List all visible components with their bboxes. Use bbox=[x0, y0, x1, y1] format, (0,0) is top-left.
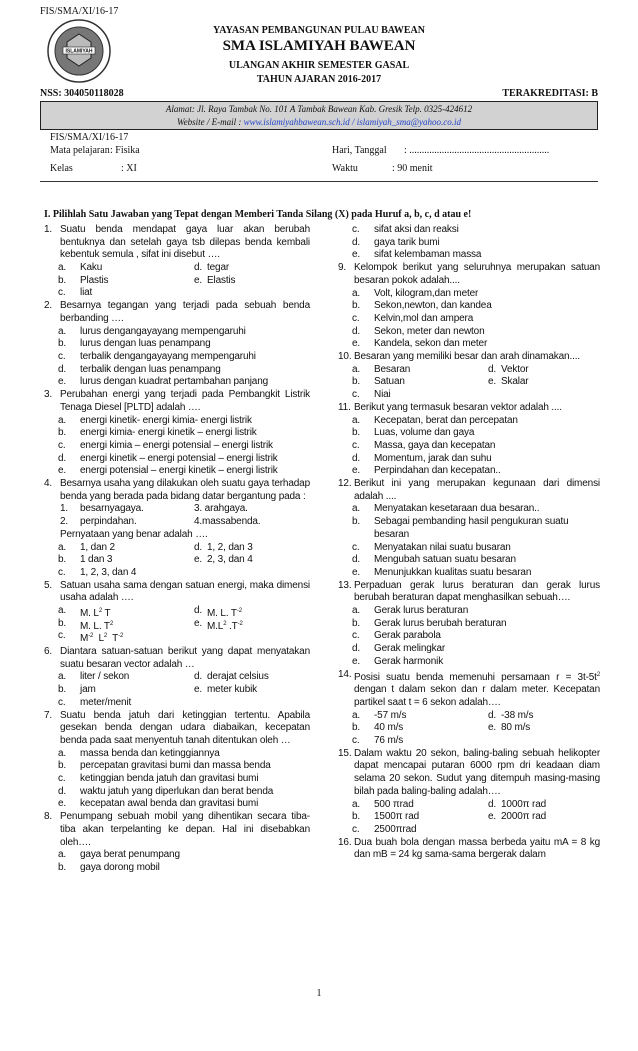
section-instruction: I. Pilihlah Satu Jawaban yang Tepat dengan Memberi Tanda Silang (X) pada Huruf a, b, c, d atau e! bbox=[44, 209, 472, 220]
question-11: 11. Berikut yang termasuk besaran vektor adalah .... bbox=[338, 401, 562, 413]
statement-prompt: Pernyataan yang benar adalah …. bbox=[60, 528, 208, 540]
duration-label: Waktu bbox=[332, 163, 358, 174]
question-8: 8. Penumpang sebuah mobil yang dihentikan secara tiba-tiba akan terpelanting ke depan. Hal ini disebabkan oleh…. bbox=[44, 811, 310, 848]
option-e[interactable]: e. sifat kelembaman massa bbox=[352, 249, 482, 261]
option-a[interactable]: a. gaya berat penumpang bbox=[58, 849, 180, 861]
options-row: a. Besaran d. Vektor bbox=[352, 363, 529, 375]
question-text: Besarnya usaha yang dilakukan oleh suatu gaya terhadap benda yang berada pada bidang datar bergantung pada : bbox=[60, 478, 310, 502]
option-c[interactable]: c. meter/menit bbox=[58, 696, 132, 708]
accreditation-status: TERAKREDITASI: B bbox=[502, 88, 598, 99]
question-text: Berikut ini yang merupakan kegunaan dari dimensi adalah .... bbox=[354, 478, 600, 502]
question-7: 7. Suatu benda jatuh dari ketinggian tertentu. Apabila gesekan benda dengan udara diabaikan, kecepatan benda pada saat menyentuh tanah ditentukan oleh … bbox=[44, 709, 310, 746]
option-b[interactable]: b. Gerak lurus berubah beraturan bbox=[352, 617, 507, 629]
option-d[interactable]: M. L. $T^{-2}$ bbox=[207, 608, 242, 619]
question-2: 2. Besarnya tegangan yang terjadi pada sebuah benda berbanding …. bbox=[44, 300, 310, 324]
options-row: b. M. L. $T^2$ e. $M.L^2$ $.T^{-2}$ bbox=[58, 617, 243, 632]
options-row: a. -57 m/s d. -38 m/s bbox=[352, 709, 534, 721]
options-row: a. 500 πrad d. 1000π rad bbox=[352, 798, 547, 810]
foundation-name: YAYASAN PEMBANGUNAN PULAU BAWEAN bbox=[213, 25, 425, 36]
question-text: Posisi suatu benda memenuhi persamaan $r = 3t-5t^2$ dengan t dalam sekon dan r dalam meter. Kecepatan partikel saat t = 6 sekon adalah…. bbox=[354, 671, 600, 708]
question-text: Satuan usaha sama dengan satuan energi, maka dimensi usaha adalah …. bbox=[60, 579, 310, 604]
option-a[interactable]: a. Volt, kilogram,dan meter bbox=[352, 287, 479, 299]
question-text: Besaran yang memiliki besar dan arah dinamakan.... bbox=[354, 351, 580, 363]
meta-divider bbox=[40, 181, 598, 182]
option-b[interactable]: b. Sebagai pembanding hasil pengukuran suatu besaran bbox=[352, 516, 569, 540]
option-a[interactable]: a. Menyatakan kesetaraan dua besaran.. bbox=[352, 503, 540, 515]
statement-2: perpindahan. bbox=[80, 516, 137, 528]
school-address: Alamat: Jl. Raya Tambak No. 101 A Tambak Bawean Kab. Gresik Telp. 0325-424612 bbox=[165, 104, 473, 114]
option-d[interactable]: Vektor bbox=[501, 363, 529, 375]
option-d[interactable]: 1, 2, dan 3 bbox=[207, 541, 253, 553]
document-code-secondary: FIS/SMA/XI/16-17 bbox=[50, 132, 129, 143]
option-b[interactable]: Satuan bbox=[374, 376, 405, 388]
option-d[interactable]: tegar bbox=[207, 262, 230, 274]
option-d[interactable]: d. Gerak melingkar bbox=[352, 643, 446, 655]
option-d[interactable]: d. terbalik dengan luas penampang bbox=[58, 363, 221, 375]
question-9: 9. Kelompok berikut yang seluruhnya merupakan satuan besaran pokok adalah.... bbox=[338, 262, 600, 286]
question-text: Suatu benda mendapat gaya luar akan berubah bentuknya dan setelah gaya tsb dilepas benda kembali kebentuk semula , sifat ini disebut …. bbox=[60, 224, 310, 261]
option-a[interactable]: 1, dan 2 bbox=[80, 541, 115, 553]
option-c[interactable]: c. Massa, gaya dan kecepatan bbox=[352, 439, 496, 451]
option-c[interactable]: c. Gerak parabola bbox=[352, 630, 441, 642]
option-e[interactable]: e. energi potensial – energi kinetik – energi listrik bbox=[58, 465, 278, 477]
options-row: b. jam e. meter kubik bbox=[58, 684, 258, 696]
question-16: 16. Dua buah bola dengan massa berbeda yaitu mA = 8 kg dan mB = 24 kg sama-sama bergerak dalam bbox=[338, 836, 600, 861]
option-c[interactable]: c. sifat aksi dan reaksi bbox=[352, 224, 459, 235]
option-b[interactable]: b. lurus dengan luas penampang bbox=[58, 338, 211, 350]
option-b[interactable]: b. percepatan gravitasi bumi dan massa benda bbox=[58, 760, 271, 772]
subject-value: : Fisika bbox=[110, 145, 140, 156]
nss-number: NSS: 304050118028 bbox=[40, 88, 124, 99]
options-row: a. Kaku d. tegar bbox=[58, 262, 230, 274]
option-a[interactable]: Kaku bbox=[80, 262, 103, 274]
option-e[interactable]: e. Menunjukkan kualitas suatu besaran bbox=[352, 566, 532, 578]
question-text: Suatu benda jatuh dari ketinggian tertentu. Apabila gesekan benda dengan udara diabaikan, kecepatan benda pada saat menyentuh tanah ditentukan oleh … bbox=[60, 709, 310, 746]
option-c[interactable]: c. energi kimia – energi potensial – energi listrik bbox=[58, 439, 273, 451]
options-row: b. 1 dan 3 e. 2, 3, dan 4 bbox=[58, 554, 253, 566]
question-column-left bbox=[44, 224, 310, 875]
question-3: 3. Perubahan energi yang terjadi pada Pembangkit Listrik Tenaga Diesel [PLTD] adalah …. bbox=[44, 389, 310, 413]
question-text: Dalam waktu 20 sekon, baling-baling sebuah helikopter dapat mencapai putaran 6000 rpm dri keadaan diam selama 20 sekon. Sudut yang ditempuh masing-masing bilah pada baling-baling adalah…. bbox=[354, 747, 600, 797]
option-c[interactable]: c. ketinggian benda jatuh dan gravitasi bumi bbox=[58, 773, 259, 785]
option-d[interactable]: d. waktu jatuh yang diperlukan dan berat benda bbox=[58, 785, 274, 797]
option-b[interactable]: b. energi kimia- energi kinetik – energi listrik bbox=[58, 427, 257, 439]
option-c[interactable]: c. terbalik dengangayayang mempengaruhi bbox=[58, 351, 256, 362]
class-value: : XI bbox=[121, 163, 137, 174]
option-e[interactable]: e. lurus dengan kuadrat pertambahan panjang bbox=[58, 376, 269, 388]
option-b[interactable]: b. gaya dorong mobil bbox=[58, 862, 160, 873]
option-d[interactable]: d. energi kinetik – energi potensial – energi listrik bbox=[58, 452, 278, 464]
duration-value: : 90 menit bbox=[392, 163, 433, 174]
options-row: b. 1500π rad e. 2000π rad bbox=[352, 811, 547, 823]
option-a[interactable]: a. Gerak lurus beraturan bbox=[352, 605, 469, 617]
option-c[interactable]: c. 2500πrad bbox=[352, 823, 417, 835]
option-e[interactable]: meter kubik bbox=[207, 684, 258, 696]
option-a[interactable]: 500 πrad bbox=[374, 798, 414, 810]
option-c[interactable]: c. 1, 2, 3, dan 4 bbox=[58, 566, 137, 578]
logo-lettering: ISLAMIYAH bbox=[65, 48, 93, 55]
school-logo bbox=[46, 18, 112, 84]
document-code: FIS/SMA/XI/16-17 bbox=[40, 6, 119, 17]
option-c[interactable]: c. $M^{-2}$ $L^2$ $T^{-2}$ bbox=[58, 630, 124, 645]
question-text: Diantara satuan-satuan berikut yang dapat menyatakan suatu besaran vector adalah … bbox=[60, 646, 310, 670]
question-6: 6. Diantara satuan-satuan berikut yang dapat menyatakan suatu besaran vector adalah … bbox=[44, 646, 310, 670]
question-15: 15. Dalam waktu 20 sekon, baling-baling sebuah helikopter dapat mencapai putaran 6000 rpm dri keadaan diam selama 20 sekon. Sudut yang ditempuh masing-masing bilah pada baling-baling adalah…. bbox=[338, 747, 600, 797]
day-date-value: : ........................................................ bbox=[404, 145, 550, 156]
website-link[interactable]: www.islamiyahbawean.sch.id / islamiyah_sma@yahoo.co.id bbox=[243, 117, 461, 127]
option-b[interactable]: 1 dan 3 bbox=[80, 554, 113, 566]
option-e[interactable]: Elastis bbox=[207, 274, 236, 286]
options-row: a. 1, dan 2 d. 1, 2, dan 3 bbox=[58, 541, 253, 553]
option-b[interactable]: b. Sekon,newton, dan kandea bbox=[352, 300, 492, 312]
statement-row: 1. besarnyagaya. 3. arahgaya. bbox=[60, 503, 248, 515]
option-c[interactable]: c. Menyatakan nilai suatu busaran bbox=[352, 541, 511, 553]
options-row: b. Plastis e. Elastis bbox=[58, 274, 236, 286]
option-e[interactable]: $M.L^2$ $.T^{-2}$ bbox=[207, 620, 243, 632]
question-text: Perubahan energi yang terjadi pada Pembangkit Listrik Tenaga Diesel [PLTD] adalah …. bbox=[60, 389, 310, 413]
option-a[interactable]: -57 m/s bbox=[374, 709, 407, 721]
question-column-right bbox=[338, 224, 600, 862]
question-text: Penumpang sebuah mobil yang dihentikan secara tiba-tiba akan terpelanting ke depan. Hal ini disebabkan oleh…. bbox=[60, 811, 310, 848]
option-c[interactable]: c. Niai bbox=[352, 389, 391, 401]
option-d[interactable]: d. Mengubah satuan suatu besaran bbox=[352, 554, 516, 566]
option-d[interactable]: 1000π rad bbox=[501, 798, 547, 810]
option-c[interactable]: c. 76 m/s bbox=[352, 735, 404, 747]
school-name: SMA ISLAMIYAH BAWEAN bbox=[222, 38, 416, 54]
options-row: b. 40 m/s e. 80 m/s bbox=[352, 722, 531, 734]
options-row: a. M. $L^2$ T d. M. L. $T^{-2}$ bbox=[58, 605, 242, 619]
address-box bbox=[40, 101, 598, 130]
question-12: 12. Berikut ini yang merupakan kegunaan dari dimensi adalah .... bbox=[338, 478, 600, 502]
option-b[interactable]: Plastis bbox=[80, 274, 109, 286]
statement-4: 4.massabenda. bbox=[194, 516, 261, 528]
question-text: Kelompok berikut yang seluruhnya merupakan satuan besaran pokok adalah.... bbox=[354, 262, 600, 286]
option-d[interactable]: d. Sekon, meter dan newton bbox=[352, 325, 485, 337]
exam-title: ULANGAN AKHIR SEMESTER GASAL bbox=[228, 60, 410, 71]
option-e[interactable]: Skalar bbox=[501, 376, 529, 388]
question-text: Dua buah bola dengan massa berbeda yaitu mA = 8 kg dan mB = 24 kg sama-sama bergerak dalam bbox=[354, 836, 600, 861]
options-row: b. Satuan e. Skalar bbox=[352, 376, 529, 388]
question-13: 13. Perpaduan gerak lurus beraturan dan gerak lurus berubah beraturan dapat menghasilkan sebuah…. bbox=[338, 579, 600, 604]
statement-1: besarnyagaya. bbox=[80, 503, 144, 515]
option-d[interactable]: d. Momentum, jarak dan suhu bbox=[352, 452, 492, 464]
option-b[interactable]: 1500π rad bbox=[374, 811, 420, 823]
option-c[interactable]: c. Kelvin,mol dan ampera bbox=[352, 312, 474, 324]
statement-3: 3. arahgaya. bbox=[194, 503, 248, 515]
option-e[interactable]: e. Gerak harmonik bbox=[352, 655, 444, 667]
option-e[interactable]: 80 m/s bbox=[501, 722, 531, 734]
question-text: Besarnya tegangan yang terjadi pada sebuah benda berbanding …. bbox=[60, 300, 310, 324]
option-e[interactable]: e. kecepatan awal benda dan gravitasi bumi bbox=[58, 798, 259, 810]
option-e[interactable]: 2000π rad bbox=[501, 811, 547, 823]
option-e[interactable]: 2, 3, dan 4 bbox=[207, 554, 253, 566]
subject-label: Mata pelajaran bbox=[50, 145, 110, 156]
option-a[interactable]: a. lurus dengangayayang mempengaruhi bbox=[58, 325, 246, 337]
option-a[interactable]: liter / sekon bbox=[80, 671, 130, 683]
option-b[interactable]: M. L. $T^2$ bbox=[80, 620, 114, 632]
option-c[interactable]: c. liat bbox=[58, 287, 93, 299]
question-14: 14. Posisi suatu benda memenuhi persamaan $r = 3t-5t^2$ dengan t dalam sekon dan r dalam meter. Kecepatan partikel saat t = 6 sekon adalah…. bbox=[338, 668, 600, 708]
options-row: a. liter / sekon d. derajat celsius bbox=[58, 671, 269, 683]
question-text: Perpaduan gerak lurus beraturan dan gerak lurus berubah beraturan dapat menghasilkan sebuah…. bbox=[354, 579, 600, 604]
option-d[interactable]: derajat celsius bbox=[207, 671, 269, 683]
option-a[interactable]: Besaran bbox=[374, 363, 411, 375]
option-e[interactable]: e. Kandela, sekon dan meter bbox=[352, 338, 488, 350]
day-date-label: Hari, Tanggal bbox=[332, 145, 387, 156]
page-number: 1 bbox=[316, 988, 322, 999]
option-b[interactable]: 40 m/s bbox=[374, 722, 404, 734]
option-a[interactable]: M. $L^2$ T bbox=[80, 608, 111, 619]
option-b[interactable]: b. Luas, volume dan gaya bbox=[352, 427, 475, 439]
academic-year: TAHUN AJARAN 2016-2017 bbox=[256, 74, 382, 85]
statement-row: 2. perpindahan. 4.massabenda. bbox=[60, 516, 261, 528]
website-label: Website / E-mail : bbox=[176, 117, 244, 127]
option-a[interactable]: a. energi kinetik- energi kimia- energi listrik bbox=[58, 414, 252, 426]
option-d[interactable]: -38 m/s bbox=[501, 709, 534, 721]
class-label: Kelas bbox=[50, 163, 73, 174]
option-a[interactable]: a. Kecepatan, berat dan percepatan bbox=[352, 414, 518, 426]
option-b[interactable]: jam bbox=[80, 684, 96, 696]
question-10: 10. Besaran yang memiliki besar dan arah dinamakan.... bbox=[338, 351, 580, 363]
option-d[interactable]: d. gaya tarik bumi bbox=[352, 236, 440, 248]
question-1: 1. Suatu benda mendapat gaya luar akan berubah bentuknya dan setelah gaya tsb dilepas benda kembali kebentuk semula , sifat ini disebut …. bbox=[44, 224, 310, 261]
option-a[interactable]: a. massa benda dan ketinggiannya bbox=[58, 747, 220, 759]
question-5: 5. Satuan usaha sama dengan satuan energi, maka dimensi usaha adalah …. bbox=[44, 579, 310, 604]
option-e[interactable]: e. Perpindahan dan kecepatan.. bbox=[352, 465, 501, 477]
question-4: 4. Besarnya usaha yang dilakukan oleh suatu gaya terhadap benda yang berada pada bidang datar bergantung pada : bbox=[44, 478, 310, 502]
website-line bbox=[41, 116, 597, 129]
question-text: Berikut yang termasuk besaran vektor adalah .... bbox=[354, 401, 562, 413]
